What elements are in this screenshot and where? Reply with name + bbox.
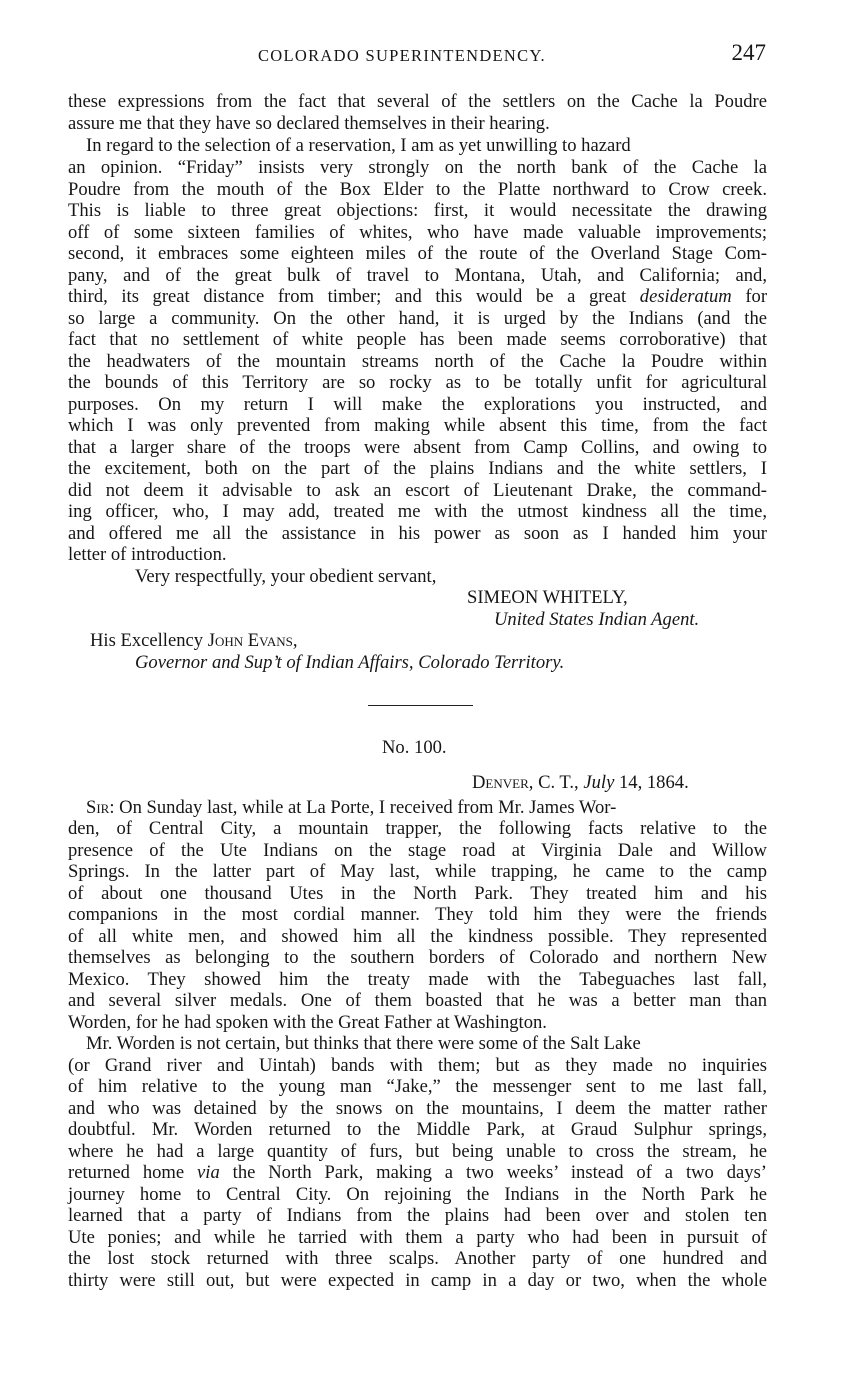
text-line: which I was only prevented from making while absent this time, from the fact	[68, 415, 767, 436]
italic-word: desideratum	[639, 286, 732, 307]
italic-word: via	[197, 1162, 220, 1183]
text-line: that a larger share of the troops were absent from Camp Collins, and owing to	[68, 437, 767, 458]
text-segment: for	[745, 286, 768, 307]
signature-title-text: United States Indian Agent.	[494, 609, 700, 630]
text-segment: returned home	[68, 1162, 185, 1183]
text-line: of all white men, and showed him all the kindness possible. They represented	[68, 926, 767, 947]
text-line: themselves as belonging to the southern borders of Colorado and northern New	[68, 947, 767, 968]
page-number: 247	[731, 40, 766, 65]
text-segment: : On Sunday last, while at La Porte, I received from Mr. James Wor-	[109, 797, 617, 818]
text-line: these expressions from the fact that several of the settlers on the Cache la Poudre	[68, 91, 767, 112]
text-line: the lost stock returned with three scalps. Another party of one hundred and	[68, 1248, 767, 1269]
text-line: pany, and of the great bulk of travel to Montana, Utah, and California; and,	[68, 265, 767, 286]
text-line: of him relative to the young man “Jake,” the messenger sent to me last fall,	[68, 1076, 767, 1097]
text-segment: the North Park, making a two weeks’ instead of a two days’	[232, 1162, 767, 1183]
text-line: This is liable to three great objections: first, it would necessitate the drawing	[68, 200, 767, 221]
text-line: journey home to Central City. On rejoining the Indians in the North Park he	[68, 1184, 767, 1205]
text-line: second, it embraces some eighteen miles of the route of the Overland Stage Com-	[68, 243, 767, 264]
section-divider	[368, 705, 473, 706]
addressee-title-text: Governor and Sup’t of Indian Affairs, Colorado Territory.	[135, 652, 565, 673]
salutation: Sir	[86, 797, 110, 818]
text-line: Poudre from the mouth of the Box Elder to the Platte northward to Crow creek.	[68, 179, 767, 200]
running-head: COLORADO SUPERINTENDENCY.	[258, 46, 546, 65]
text-line: Worden, for he had spoken with the Great Father at Washington.	[68, 1012, 547, 1033]
page-header	[258, 40, 766, 74]
text-line: Ute ponies; and while he tarried with them a party who had been in pursuit of	[68, 1227, 767, 1248]
text-line	[68, 797, 767, 819]
text-segment: third, its great distance from timber; and this would be a great	[68, 286, 627, 307]
text-line: Mexico. They showed him the treaty made with the Tabeguaches last fall,	[68, 969, 767, 990]
text-line: where he had a large quantity of furs, but being unable to cross the stream, he	[68, 1141, 767, 1162]
salutation-wrap	[68, 797, 616, 819]
signature-title	[494, 609, 699, 631]
dateline-month: July	[583, 772, 615, 793]
dateline-place: Denver,	[472, 772, 534, 793]
text-line: so large a community. On the other hand, it is urged by the Indians (and the	[68, 308, 767, 329]
dateline-date: 14, 1864.	[618, 772, 689, 793]
text-line: the excitement, both on the part of the plains Indians and the white settlers, I	[68, 458, 767, 479]
text-line: Springs. In the latter part of May last, while trapping, he came to the camp	[68, 861, 767, 882]
closing: Very respectfully, your obedient servant,	[135, 566, 437, 587]
text-line: of about one thousand Utes in the North Park. They treated him and his	[68, 883, 767, 904]
text-line: learned that a party of Indians from the plains had been over and stolen ten	[68, 1205, 767, 1226]
text-line: companions in the most cordial manner. They told him they were the friends	[68, 904, 767, 925]
text-line: fact that no settlement of white people has been made seems corroborative) that	[68, 329, 767, 350]
text-line: the bounds of this Territory are so rocky as to be totally unfit for agricultural	[68, 372, 767, 393]
addressee-name: John Evans,	[207, 630, 298, 651]
addressee-prefix: His Excellency	[90, 630, 204, 651]
text-line: letter of introduction.	[68, 544, 227, 565]
text-line: the headwaters of the mountain streams north of the Cache la Poudre within	[68, 351, 767, 372]
text-line: presence of the Ute Indians on the stage road at Virginia Dale and Willow	[68, 840, 767, 861]
dateline	[472, 772, 689, 794]
text-line: purposes. On my return I will make the explorations you instructed, and	[68, 394, 767, 415]
addressee	[90, 630, 298, 652]
text-line	[68, 135, 767, 157]
text-line: and offered me all the assistance in his power as soon as I handed him your	[68, 523, 767, 544]
text-line: off of some sixteen families of whites, who have made valuable improvements;	[68, 222, 767, 243]
text-line: and who was detained by the snows on the mountains, I deem the matter rather	[68, 1098, 767, 1119]
document-number: No. 100.	[382, 737, 447, 758]
text-line	[68, 1162, 767, 1184]
text-line	[68, 1033, 767, 1055]
text-line: an opinion. “Friday” insists very strongly on the north bank of the Cache la	[68, 157, 767, 178]
text-line: den, of Central City, a mountain trapper, the following facts relative to the	[68, 818, 767, 839]
text-line	[68, 286, 767, 308]
paragraph-start: In regard to the selection of a reservation, I am as yet unwilling to hazard	[86, 135, 631, 156]
signature-name: SIMEON WHITELY,	[467, 587, 628, 608]
text-line: did not deem it advisable to ask an escort of Lieutenant Drake, the command-	[68, 480, 767, 501]
addressee-title	[135, 652, 564, 674]
text-line: (or Grand river and Uintah) bands with them; but as they made no inquiries	[68, 1055, 767, 1076]
text-line: doubtful. Mr. Worden returned to the Middle Park, at Graud Sulphur springs,	[68, 1119, 767, 1140]
paragraph-start: Mr. Worden is not certain, but thinks that there were some of the Salt Lake	[86, 1033, 641, 1054]
text-line: and several silver medals. One of them boasted that he was a better man than	[68, 990, 767, 1011]
text-line: thirty were still out, but were expected in camp in a day or two, when the whole	[68, 1270, 767, 1291]
text-line: assure me that they have so declared themselves in their hearing.	[68, 113, 550, 134]
text-line: ing officer, who, I may add, treated me with the utmost kindness all the time,	[68, 501, 767, 522]
dateline-place-rest: C. T.,	[538, 772, 579, 793]
